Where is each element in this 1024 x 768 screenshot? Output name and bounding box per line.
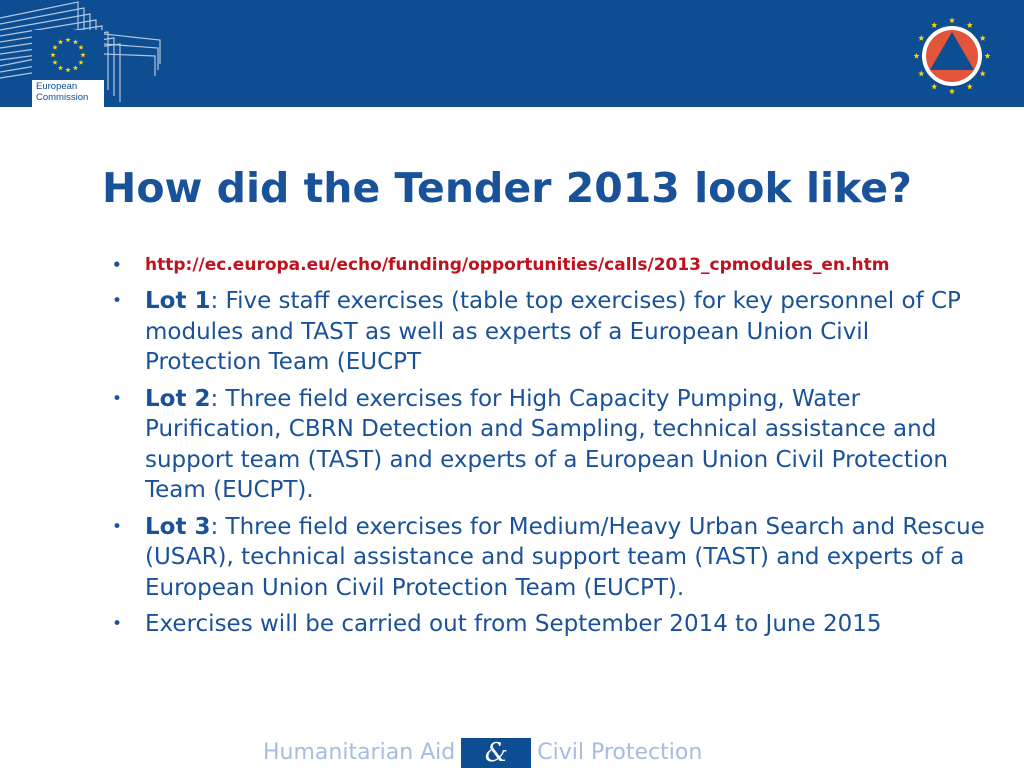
bullet-marker: • xyxy=(112,388,123,409)
cp-star xyxy=(967,22,973,28)
bullet-marker: • xyxy=(112,291,123,311)
bullet-marker: • xyxy=(112,516,123,537)
footer-humanitarian-aid: Humanitarian Aid xyxy=(263,740,456,765)
cp-star xyxy=(949,88,955,94)
cp-star xyxy=(931,22,937,28)
footer-tagline xyxy=(263,738,702,768)
cp-star xyxy=(931,84,937,90)
cp-star xyxy=(984,53,990,59)
lot-label: Lot 3 xyxy=(145,513,211,540)
european-commission-logo xyxy=(32,30,104,112)
cp-star xyxy=(980,35,986,41)
header-banner xyxy=(0,0,1024,107)
schedule-text: Exercises will be carried out from September 2014 to June 2015 xyxy=(145,611,882,637)
bullet-item-lot-2 xyxy=(112,384,992,506)
bullet-item-url xyxy=(112,253,992,278)
eu-flag-icon xyxy=(32,30,104,80)
cp-star xyxy=(967,84,973,90)
cp-star xyxy=(980,71,986,77)
ec-logo-text xyxy=(36,82,88,103)
bullet-item-lot-1 xyxy=(112,286,992,378)
ec-logo-line-1: European xyxy=(36,81,78,92)
bullet-list xyxy=(112,253,992,646)
cp-star xyxy=(918,71,924,77)
lot-description: : Five staff exercises (table top exercises) for key personnel of CP modules and TAST as well as experts of a European Union Civil Protection Team (EUCPT xyxy=(145,288,961,375)
footer-ampersand: & xyxy=(461,738,531,768)
lot-description: : Three field exercises for High Capacity Pumping, Water Purification, CBRN Detection and Sampling, technical assistance and support team (TAST) and experts of a European Union Civil Protection Team (EUCPT). xyxy=(145,385,948,503)
ec-logo-line-2: Commission xyxy=(36,91,89,103)
bullet-item-lot-3 xyxy=(112,512,992,604)
cp-star xyxy=(949,17,955,23)
tender-link[interactable]: http://ec.europa.eu/echo/funding/opportunities/calls/2013_cpmodules_en.htm xyxy=(145,255,890,275)
lot-description: : Three field exercises for Medium/Heavy Urban Search and Rescue (USAR), technical assistance and support team (TAST) and experts of a European Union Civil Protection Team (EUCPT). xyxy=(145,513,985,601)
bullet-item-schedule xyxy=(112,609,992,640)
cp-star xyxy=(913,53,919,59)
lot-label: Lot 1 xyxy=(145,288,211,314)
bullet-marker: • xyxy=(112,256,122,274)
lot-label: Lot 2 xyxy=(145,385,211,412)
bullet-marker: • xyxy=(112,614,123,634)
civil-protection-emblem-icon xyxy=(912,16,992,96)
slide-title: How did the Tender 2013 look like? xyxy=(102,164,912,212)
cp-star xyxy=(918,35,924,41)
footer-civil-protection: Civil Protection xyxy=(537,740,703,765)
